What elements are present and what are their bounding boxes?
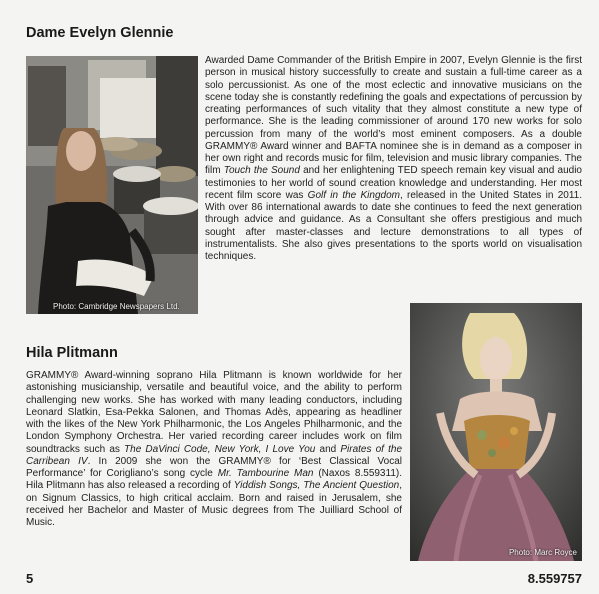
bio-evelyn-glennie: Awarded Dame Commander of the British Empire in 2007, Evelyn Glennie is the first person in musical history successfully to create and sustain a full-time career as a solo percussionist. As one of the most eclectic and innovative musicians on the scene today she is constantly redefining the goals and expectations of percussion by creating performances of such vitality that they almost constitute a new type of performance. She is the leading commissioner of around 170 new works for solo percussion from many of the world’s most eminent composers. As a double GRAMMY® Award winner and BAFTA nominee she is in demand as a composer in her own right and records music for film, television and music library companies. The film Touch the Sound and her enlightening TED speech remain key visual and audio testimonies to her world of sound creation knowledge and understanding. Her most recent film score was Golf in the Kingdom, released in the United States in 2011. With over 86 international awards to date she continues to feed the next generation through advice and guidance. As a Consultant she offers prestigious and much sought after master-classes and lecture demonstrations to all types of instrumentalists. She also gives presentations to the sports world on visualisation techniques. [205,55,583,262]
catalogue-number: 8.559757 [527,571,582,586]
photo-credit-cambridge: Photo: Cambridge Newspapers Ltd. [53,302,180,311]
bio-hila-plitmann: GRAMMY® Award-winning soprano Hila Plitmann is known worldwide for her astonishing musicianship, versatile and beautiful voice, and the ability to perform challenging new works. She has worked with many leading conductors, including Leonard Slatkin, Esa-Pekka Salonen, and Thomas Adès, appearing as headliner with the likes of the New York Philharmonic, the Los Angeles Philharmonic, and the London Symphony Orchestra. Her varied recording career includes work on film soundtracks such as The DaVinci Code, New York, I Love You and Pirates of the Carribean IV. In 2009 she won the GRAMMY® for ‘Best Classical Vocal Performance’ for Corigliano’s song cycle Mr. Tambourine Man (Naxos 8.559311). Hila Plitmann has also released a recording of Yiddish Songs, The Ancient Question, on Signum Classics, to high critical acclaim. Born and raised in Jerusalem, she received her Bachelor and Master of Music degrees from The Juilliard School of Music. [26,370,403,528]
heading-evelyn-glennie: Dame Evelyn Glennie [26,25,174,41]
photo-evelyn-glennie [26,56,198,314]
page-number: 5 [26,571,34,586]
photo-credit-marc-royce: Photo: Marc Royce [508,548,577,557]
heading-hila-plitmann: Hila Plitmann [26,345,118,361]
photo-hila-plitmann [410,303,582,561]
